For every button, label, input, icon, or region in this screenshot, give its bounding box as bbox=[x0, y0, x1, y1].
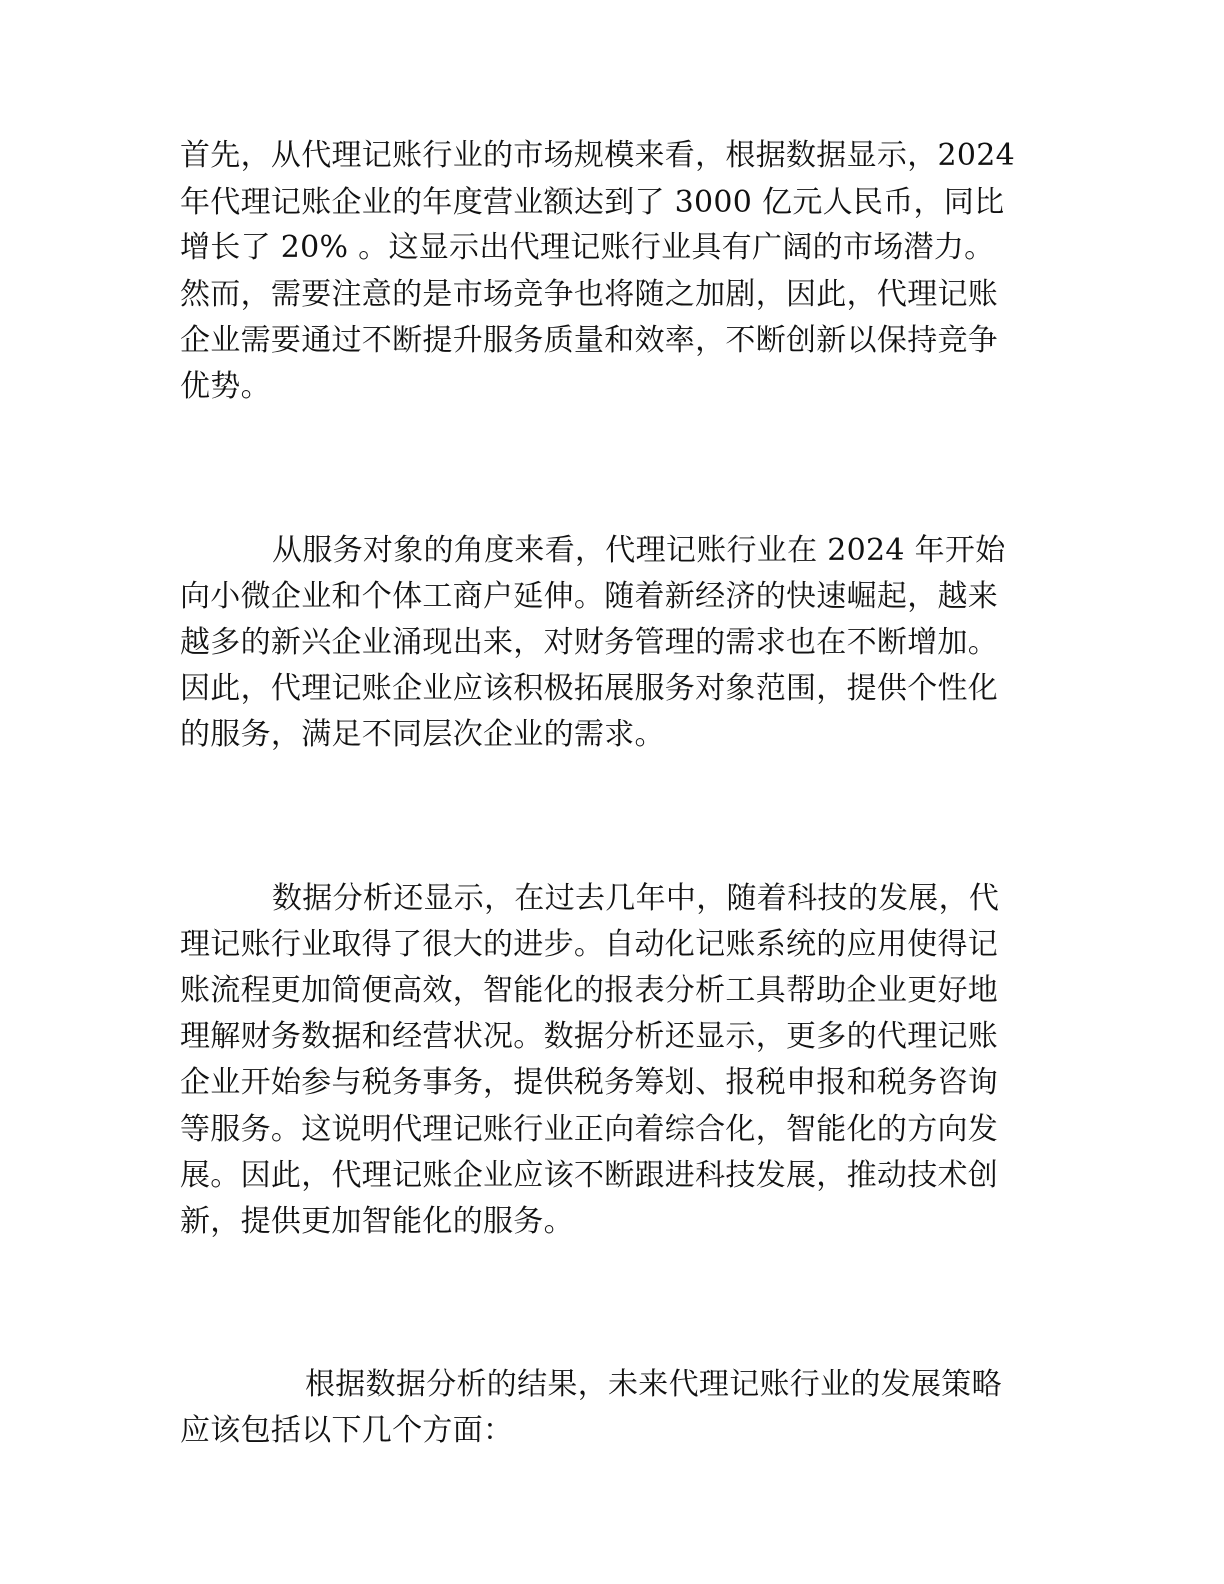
paragraph-3-line-3: 账流程更加简便高效，智能化的报表分析工具帮助企业更好地 bbox=[180, 973, 999, 1008]
paragraph-3-line-2: 理记账行业取得了很大的进步。自动化记账系统的应用使得记 bbox=[180, 927, 999, 962]
paragraph-1-line-4: 然而，需要注意的是市场竞争也将随之加剧，因此，代理记账 bbox=[180, 277, 999, 312]
paragraph-1-line-5: 企业需要通过不断提升服务质量和效率，不断创新以保持竞争 bbox=[180, 323, 999, 358]
paragraph-3-line-8: 新，提供更加智能化的服务。 bbox=[180, 1204, 574, 1239]
paragraph-1-line-3: 增长了 20% 。这显示出代理记账行业具有广阔的市场潜力。 bbox=[180, 230, 995, 265]
paragraph-1-line-1: 首先，从代理记账行业的市场规模来看，根据数据显示，2024 bbox=[180, 138, 1016, 173]
paragraph-3-line-7: 展。因此，代理记账企业应该不断跟进科技发展，推动技术创 bbox=[180, 1158, 999, 1193]
paragraph-2-line-5: 的服务，满足不同层次企业的需求。 bbox=[180, 717, 665, 752]
paragraph-1-line-6: 优势。 bbox=[180, 369, 271, 404]
paragraph-4-line-1: 根据数据分析的结果，未来代理记账行业的发展策略 bbox=[305, 1367, 1002, 1402]
paragraph-2-line-3: 越多的新兴企业涌现出来，对财务管理的需求也在不断增加。 bbox=[180, 625, 999, 660]
paragraph-3-line-1: 数据分析还显示，在过去几年中，随着科技的发展，代 bbox=[272, 881, 1000, 916]
paragraph-1-line-2: 年代理记账企业的年度营业额达到了 3000 亿元人民币，同比 bbox=[180, 185, 1005, 220]
paragraph-3-line-5: 企业开始参与税务事务，提供税务筹划、报税申报和税务咨询 bbox=[180, 1065, 999, 1100]
paragraph-4-line-2: 应该包括以下几个方面： bbox=[180, 1413, 514, 1448]
paragraph-3-line-4: 理解财务数据和经营状况。数据分析还显示，更多的代理记账 bbox=[180, 1019, 999, 1054]
paragraph-2-line-2: 向小微企业和个体工商户延伸。随着新经济的快速崛起，越来 bbox=[180, 579, 999, 614]
paragraph-2-line-4: 因此，代理记账企业应该积极拓展服务对象范围，提供个性化 bbox=[180, 671, 999, 706]
paragraph-3-line-6: 等服务。这说明代理记账行业正向着综合化，智能化的方向发 bbox=[180, 1112, 999, 1147]
paragraph-2-line-1: 从服务对象的角度来看，代理记账行业在 2024 年开始 bbox=[272, 533, 1006, 568]
